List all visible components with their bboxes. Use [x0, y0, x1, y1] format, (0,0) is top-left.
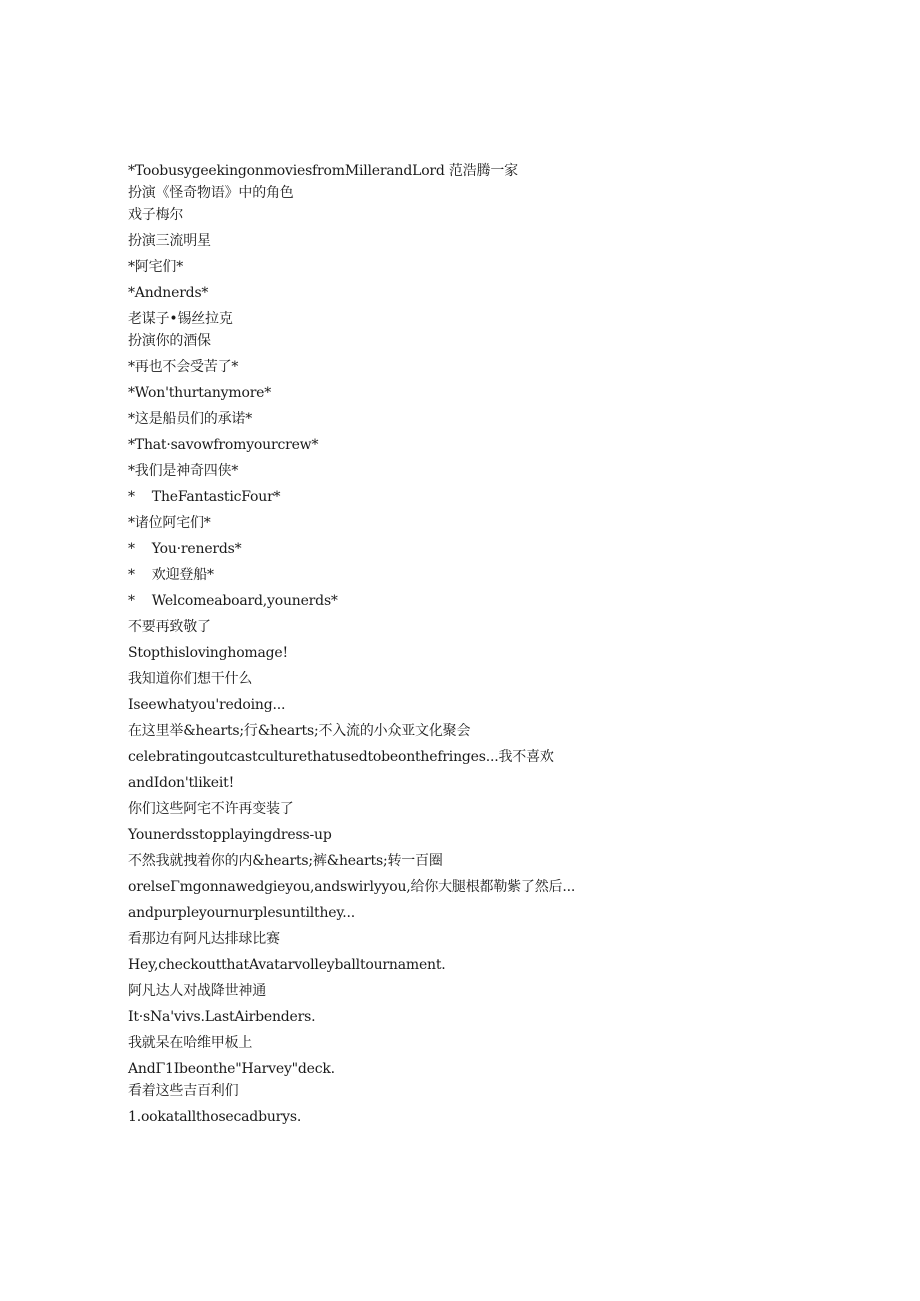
text-line: 扮演你的酒保 [128, 333, 211, 349]
text-line: * Welcomeaboard,younerds* [128, 593, 338, 609]
text-line: *我们是神奇四侠* [128, 463, 239, 479]
text-line: 看着这些吉百利们 [128, 1083, 239, 1099]
text-line: 阿凡达人对战降世神通 [128, 983, 266, 999]
text-line: *诸位阿宅们* [128, 515, 211, 531]
text-line: Iseewhatyou'redoing... [128, 697, 286, 713]
text-line: 扮演三流明星 [128, 233, 211, 249]
text-line: AndΓ1Ibeonthe"Harvey"deck. [128, 1061, 335, 1077]
text-line: *Won'thurtanymore* [128, 385, 272, 401]
text-line: *That·savowfromyourcrew* [128, 437, 319, 453]
text-line: 扮演《怪奇物语》中的角色 [128, 185, 294, 201]
text-line: *Andnerds* [128, 285, 209, 301]
transcript-text [128, 160, 828, 1128]
text-line: orelseΓmgonnawedgieyou,andswirlyyou,给你大腿根都勒紫了然后... [128, 879, 576, 895]
text-line: 1.ookatallthosecadburys. [128, 1109, 302, 1125]
text-line: *ToobusygeekingonmoviesfromMillerandLord 范浩腾一家 [128, 163, 518, 179]
text-line: celebratingoutcastculturethatusedtobeonthefringes...我不喜欢 [128, 749, 554, 765]
text-line: 戏子梅尔 [128, 207, 184, 223]
text-line: Stopthislovinghomage! [128, 645, 288, 661]
text-line: 我知道你们想干什么 [128, 671, 253, 687]
text-line: * You·renerds* [128, 541, 242, 557]
text-line: It·sNa'vivs.LastAirbenders. [128, 1009, 316, 1025]
text-line: andIdon'tlikeit! [128, 775, 234, 791]
text-line: *这是船员们的承诺* [128, 411, 252, 427]
text-line: * 欢迎登船* [128, 567, 214, 583]
text-line: 不要再致敬了 [128, 619, 211, 635]
text-line: 在这里举&hearts;行&hearts;不入流的小众亚文化聚会 [128, 723, 471, 739]
text-line: 你们这些阿宅不许再变装了 [128, 801, 294, 817]
text-line: Younerdsstopplayingdress-up [128, 827, 332, 843]
text-line: Hey,checkoutthatAvatarvolleyballtournament. [128, 957, 446, 973]
text-line: 不然我就拽着你的内&hearts;裤&hearts;转一百圈 [128, 853, 443, 869]
text-line: 看那边有阿凡达排球比赛 [128, 931, 280, 947]
text-line: * TheFantasticFour* [128, 489, 281, 505]
text-line: *再也不会受苦了* [128, 359, 239, 375]
text-line: *阿宅们* [128, 259, 183, 275]
text-line: 我就呆在哈维甲板上 [128, 1035, 253, 1051]
text-line: 老谋子•锡丝拉克 [128, 311, 233, 327]
text-line: andpurpleyournurplesuntilthey... [128, 905, 355, 921]
